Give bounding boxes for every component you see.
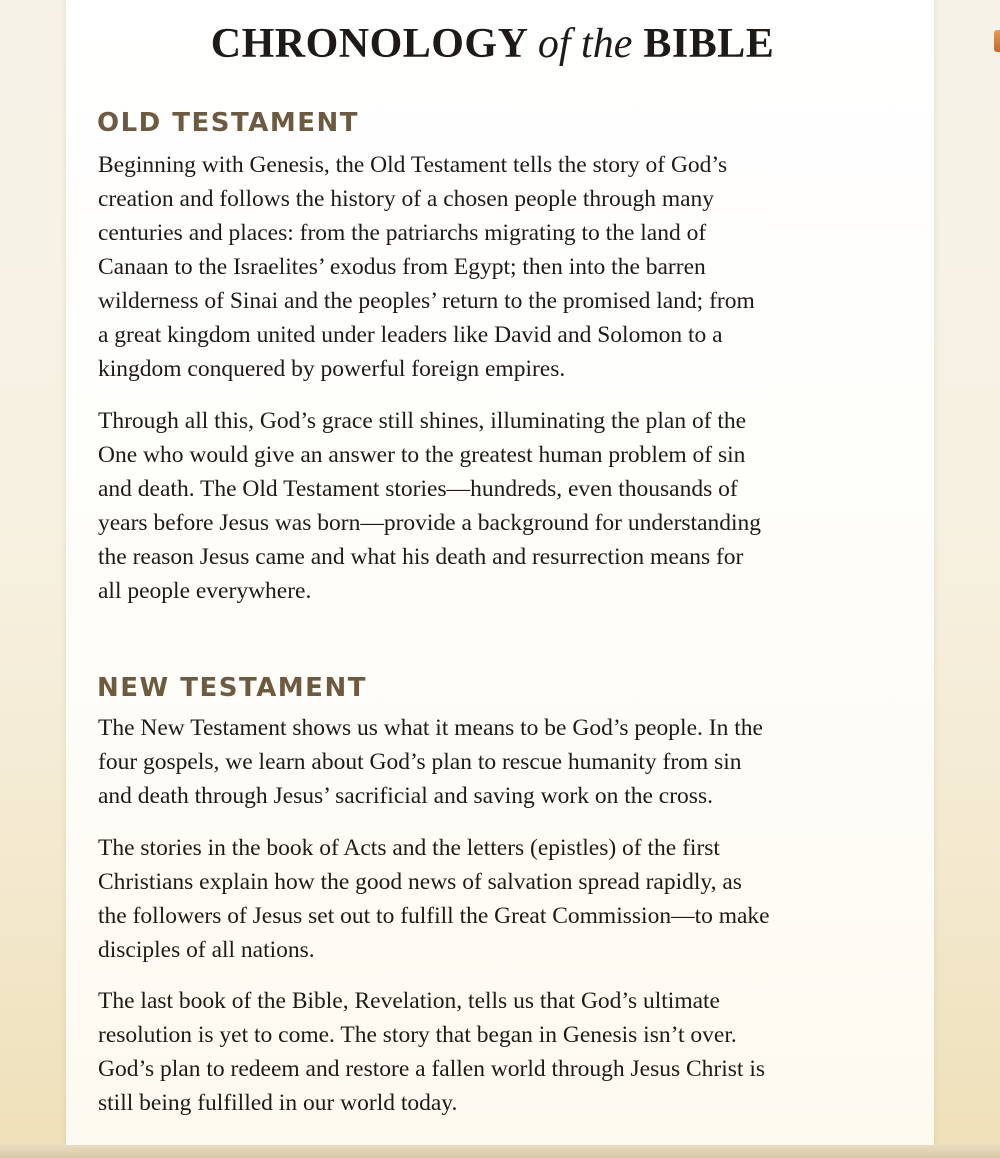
new-testament-paragraph-3: [98, 984, 908, 1120]
new-testament-heading: NEW TESTAMENT: [97, 673, 367, 703]
title-part-chronology: CHRONOLOGY: [210, 21, 527, 67]
new-testament-paragraph-1: [98, 711, 908, 813]
text-line: The last book of the Bible, Revelation, tells us that God’s ultimate: [98, 988, 720, 1014]
text-line: the followers of Jesus set out to fulfill the Great Commission—to make: [98, 903, 770, 929]
text-line: the reason Jesus came and what his death and resurrection means for: [98, 544, 744, 570]
text-line: kingdom conquered by powerful foreign empires.: [98, 356, 566, 382]
title-part-bible: BIBLE: [643, 21, 775, 67]
text-line: Christians explain how the good news of salvation spread rapidly, as: [98, 869, 742, 895]
text-line: resolution is yet to come. The story that began in Genesis isn’t over.: [98, 1022, 737, 1048]
page-bottom-edge: [0, 1145, 1000, 1158]
text-line: wilderness of Sinai and the peoples’ return to the promised land; from: [98, 288, 755, 314]
title-part-of-the: of the: [537, 21, 633, 67]
text-line: God’s plan to redeem and restore a fallen world through Jesus Christ is: [98, 1056, 765, 1082]
text-line: a great kingdom united under leaders like David and Solomon to a: [98, 322, 723, 348]
text-line: Beginning with Genesis, the Old Testament tells the story of God’s: [98, 152, 728, 178]
text-line: still being fulfilled in our world today.: [98, 1090, 458, 1116]
text-line: The New Testament shows us what it means to be God’s people. In the: [98, 715, 763, 741]
text-line: and death through Jesus’ sacrificial and saving work on the cross.: [98, 783, 713, 809]
text-line: years before Jesus was born—provide a background for understanding: [98, 510, 762, 536]
text-line: The stories in the book of Acts and the letters (epistles) of the first: [98, 835, 720, 861]
new-testament-paragraph-2: [98, 831, 908, 967]
text-line: and death. The Old Testament stories—hundreds, even thousands of: [98, 476, 738, 502]
text-line: disciples of all nations.: [98, 937, 315, 963]
old-testament-heading: OLD TESTAMENT: [97, 108, 359, 138]
text-line: creation and follows the history of a chosen people through many: [98, 186, 715, 212]
old-testament-paragraph-1: [98, 148, 908, 386]
text-line: Canaan to the Israelites’ exodus from Egypt; then into the barren: [98, 254, 706, 280]
bookmark-tab: [994, 30, 1000, 52]
text-line: One who would give an answer to the greatest human problem of sin: [98, 442, 746, 468]
old-testament-paragraph-2: [98, 404, 908, 608]
text-line: centuries and places: from the patriarchs migrating to the land of: [98, 220, 707, 246]
text-line: all people everywhere.: [98, 578, 312, 604]
page-title: [0, 20, 985, 68]
text-line: Through all this, God’s grace still shines, illuminating the plan of the: [98, 408, 747, 434]
text-line: four gospels, we learn about God’s plan to rescue humanity from sin: [98, 749, 742, 775]
